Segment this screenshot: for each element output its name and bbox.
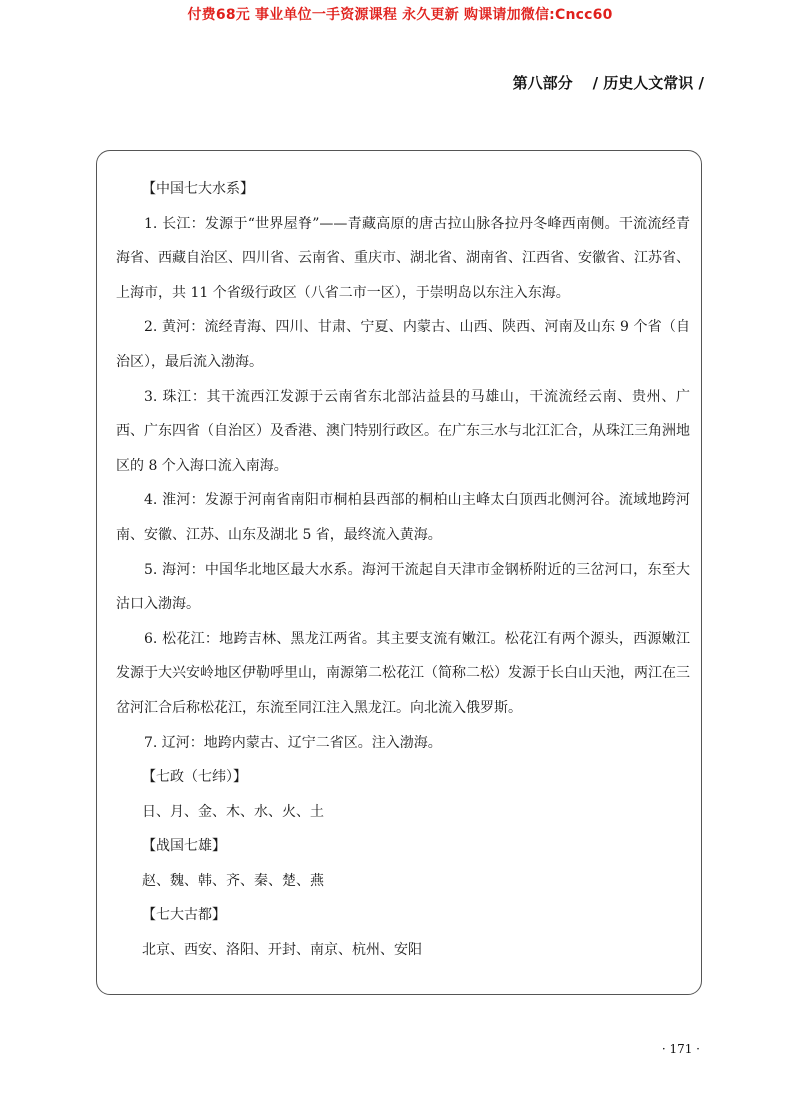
header-part-label: 第八部分 [512, 74, 573, 92]
river-item-liao: 7. 辽河：地跨内蒙古、辽宁二省区。注入渤海。 [144, 734, 442, 751]
river-item-huai: 4. 淮河：发源于河南省南阳市桐柏县西部的桐柏山主峰太白顶西北侧河谷。流域地跨河南、安徽、江苏、山东及湖北 5 省，最终流入黄海。 [116, 492, 690, 543]
heading-seven-luminaries: 【七政（七纬）】 [142, 769, 247, 786]
running-header [513, 72, 704, 93]
heading-seven-warring-states: 【战国七雄】 [142, 838, 226, 855]
river-item-hai: 5. 海河：中国华北地区最大水系。海河干流起自天津市金钢桥附近的三岔河口，东至大沽口入渤海。 [116, 561, 690, 613]
heading-seven-ancient-capitals: 【七大古都】 [142, 907, 226, 924]
heading-seven-river-systems: 【中国七大水系】 [142, 181, 254, 197]
seven-ancient-capitals-list: 北京、西安、洛阳、开封、南京、杭州、安阳 [142, 942, 422, 959]
river-item-songhua: 6. 松花江：地跨吉林、黑龙江两省。其主要支流有嫩江。松花江有两个源头，西源嫩江发源于大兴安岭地区伊勒呼里山，南源第二松花江（简称二松）发源于长白山天池，两江在三岔河汇合后称松花江，东流至同江注入黑龙江。向北流入俄罗斯。 [116, 630, 690, 716]
seven-warring-states-list: 赵、魏、韩、齐、秦、楚、燕 [142, 872, 324, 889]
page-body [116, 172, 690, 968]
header-section-label: / 历史人文常识 / [592, 74, 704, 92]
river-item-pearl: 3. 珠江：其干流西江发源于云南省东北部沾益县的马雄山，干流流经云南、贵州、广西、广东四省（自治区）及香港、澳门特别行政区。在广东三水与北江汇合，从珠江三角洲地区的 8 个入海口流入南海。 [116, 388, 690, 474]
seven-luminaries-list: 日、月、金、木、水、火、土 [142, 803, 324, 820]
page-number: · 171 · [661, 1042, 700, 1056]
watermark-banner: 付费68元 事业单位一手资源课程 永久更新 购课请加微信:Cncc60 [187, 7, 613, 23]
river-item-yellow: 2. 黄河：流经青海、四川、甘肃、宁夏、内蒙古、山西、陕西、河南及山东 9 个省（自治区），最后流入渤海。 [116, 319, 690, 370]
river-item-yangtze: 1. 长江：发源于“世界屋脊”——青藏高原的唐古拉山脉各拉丹冬峰西南侧。干流流经青海省、西藏自治区、四川省、云南省、重庆市、湖北省、湖南省、江西省、安徽省、江苏省、上海市，共 11 个省级行政区（八省二市一区），于崇明岛以东注入东海。 [116, 215, 690, 301]
